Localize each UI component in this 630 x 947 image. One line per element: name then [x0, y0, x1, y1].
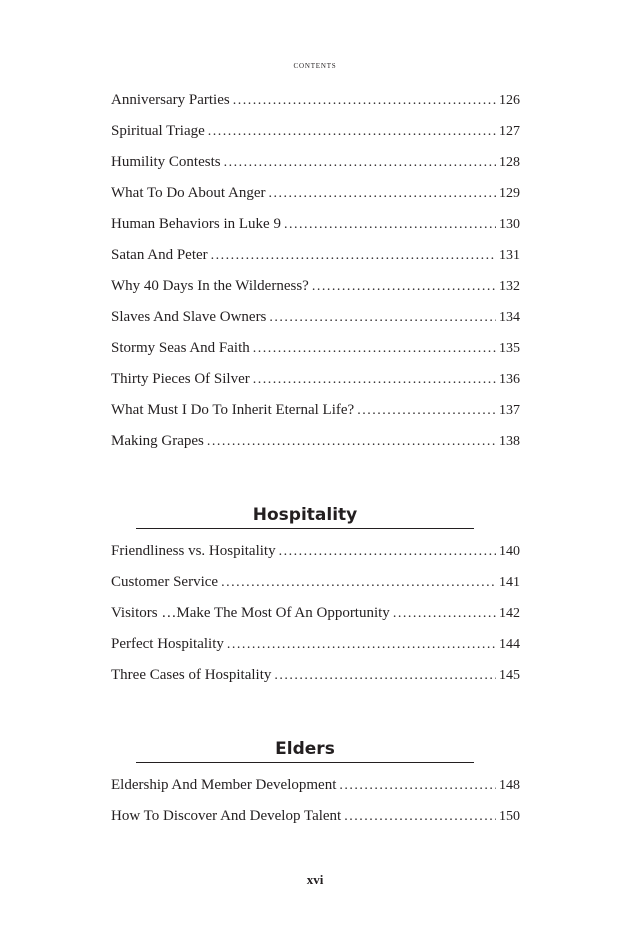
- dot-leader: [208, 124, 496, 140]
- toc-entry[interactable]: [111, 433, 520, 464]
- toc-entry-title: Anniversary Parties: [111, 92, 230, 108]
- toc-entry[interactable]: [111, 278, 520, 309]
- toc-entry[interactable]: [111, 92, 520, 123]
- dot-leader: [344, 809, 496, 825]
- dot-leader: [284, 217, 496, 233]
- toc-entry-page: 132: [499, 279, 520, 294]
- toc-entry-title: Three Cases of Hospitality: [111, 667, 272, 683]
- toc-entry-title: Making Grapes: [111, 433, 204, 449]
- toc-entry-page: 144: [499, 637, 520, 652]
- toc-entry[interactable]: [111, 667, 520, 698]
- toc-entry-page: 129: [499, 186, 520, 201]
- toc-entry-page: 138: [499, 434, 520, 449]
- toc-entry-title: Satan And Peter: [111, 247, 208, 263]
- toc-section-hospitality: [111, 543, 520, 698]
- dot-leader: [224, 155, 496, 171]
- toc-entry-page: 137: [499, 403, 520, 418]
- toc-entry-page: 134: [499, 310, 520, 325]
- toc-entry-title: Perfect Hospitality: [111, 636, 224, 652]
- toc-entry[interactable]: [111, 543, 520, 574]
- dot-leader: [221, 575, 496, 591]
- dot-leader: [274, 668, 496, 684]
- toc-entry-title: Friendliness vs. Hospitality: [111, 543, 276, 559]
- toc-entry[interactable]: [111, 574, 520, 605]
- page-number: xvi: [306, 872, 324, 887]
- toc-entry-page: 140: [499, 544, 520, 559]
- toc-entry-title: Spiritual Triage: [111, 123, 205, 139]
- toc-entry-title: Visitors …Make The Most Of An Opportunity: [111, 605, 390, 621]
- toc-entry-title: Human Behaviors in Luke 9: [111, 216, 281, 232]
- toc-entry-page: 150: [499, 809, 520, 824]
- dot-leader: [233, 93, 496, 109]
- toc-entry-page: 142: [499, 606, 520, 621]
- toc-entry-title: What Must I Do To Inherit Eternal Life?: [111, 402, 355, 418]
- toc-entry-title: What To Do About Anger: [111, 185, 266, 201]
- dot-leader: [312, 279, 496, 295]
- dot-leader: [253, 372, 496, 388]
- toc-entry[interactable]: [111, 216, 520, 247]
- toc-entry-title: Stormy Seas And Faith: [111, 340, 250, 356]
- toc-entry[interactable]: [111, 605, 520, 636]
- toc-entry[interactable]: [111, 309, 520, 340]
- toc-entry-page: 126: [499, 93, 520, 108]
- section-heading-hospitality: Hospitality: [136, 504, 474, 529]
- dot-leader: [211, 248, 496, 264]
- dot-leader: [279, 544, 496, 560]
- dot-leader: [269, 186, 497, 202]
- toc-entry-title: Customer Service: [111, 574, 219, 590]
- toc-entry[interactable]: [111, 185, 520, 216]
- toc-entry[interactable]: [111, 371, 520, 402]
- dot-leader: [339, 778, 496, 794]
- toc-entry-page: 148: [499, 778, 520, 793]
- toc-section-elders: [111, 777, 520, 839]
- running-head: contents: [293, 60, 337, 71]
- toc-entry-page: 136: [499, 372, 520, 387]
- toc-entry-title: Eldership And Member Development: [111, 777, 337, 793]
- toc-entry[interactable]: [111, 247, 520, 278]
- dot-leader: [207, 434, 496, 450]
- toc-entry-page: 131: [499, 248, 520, 263]
- toc-entry-title: How To Discover And Develop Talent: [111, 808, 342, 824]
- toc-entry-page: 145: [499, 668, 520, 683]
- toc-entry-title: Thirty Pieces Of Silver: [111, 371, 250, 387]
- toc-entry[interactable]: [111, 636, 520, 667]
- dot-leader: [269, 310, 496, 326]
- toc-entry-page: 141: [499, 575, 520, 590]
- toc-entry-title: Why 40 Days In the Wilderness?: [111, 278, 309, 294]
- section-heading-elders: Elders: [136, 738, 474, 763]
- toc-entry-page: 127: [499, 124, 520, 139]
- toc-entry-page: 135: [499, 341, 520, 356]
- toc-entry[interactable]: [111, 340, 520, 371]
- dot-leader: [357, 403, 496, 419]
- toc-entry[interactable]: [111, 777, 520, 808]
- toc-entry[interactable]: [111, 808, 520, 839]
- toc-entry[interactable]: [111, 123, 520, 154]
- dot-leader: [253, 341, 496, 357]
- dot-leader: [227, 637, 496, 653]
- toc-entry-page: 128: [499, 155, 520, 170]
- dot-leader: [393, 606, 496, 622]
- toc-entry-page: 130: [499, 217, 520, 232]
- toc-entry-title: Slaves And Slave Owners: [111, 309, 267, 325]
- toc-entry[interactable]: [111, 154, 520, 185]
- toc-entry-title: Humility Contests: [111, 154, 221, 170]
- toc-section-continued: [111, 92, 520, 464]
- toc-entry[interactable]: [111, 402, 520, 433]
